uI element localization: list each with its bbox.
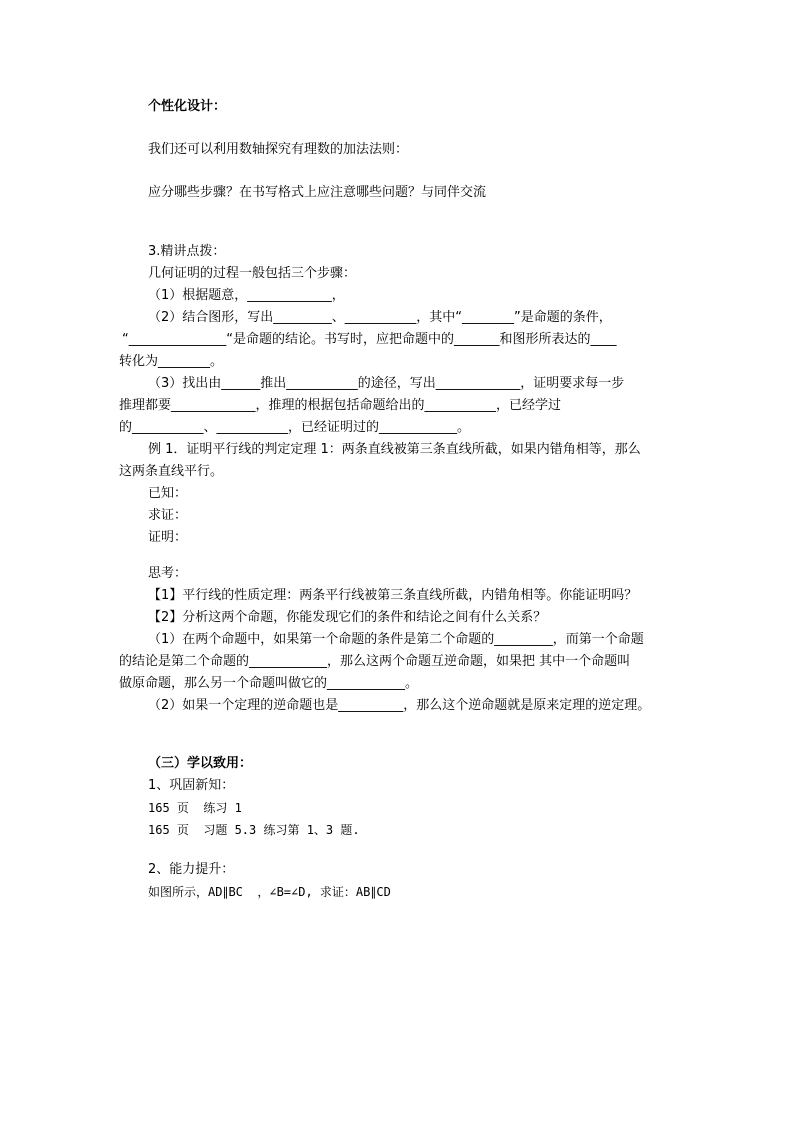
question-2-text: 【2】分析这两个命题，你能发现它们的条件和结论之间有什么关系？	[148, 610, 547, 625]
proof-intro-text: 几何证明的过程一般包括三个步骤：	[148, 266, 357, 281]
steps-question-text: 应分哪些步骤？在书写格式上应注意哪些问题？与同伴交流	[148, 185, 487, 200]
step-2-line-3: 转化为________。	[119, 354, 224, 369]
known-label: 已知：	[148, 486, 188, 501]
think-heading: 思考：	[148, 566, 188, 581]
section-3-heading: 3.精讲点拨：	[148, 244, 226, 259]
question-1-text: 【1】平行线的性质定理：两条平行线被第三条直线所截，内错角相等。你能证明吗？	[148, 588, 638, 603]
figure-problem-text: 如图所示，AD∥BC ，∠B=∠D, 求证：AB∥CD	[148, 885, 391, 899]
example-1-line-1: 例 1．证明平行线的判定定理 1：两条直线被第三条直线所截，如果内错角相等，那么	[148, 442, 641, 457]
step-2-line-2: “_______________“是命题的结论。书写时，应把命题中的_______和图形所表达的____	[122, 332, 617, 347]
question-2-1-line-2: 的结论是第二个命题的____________，那么这两个命题互逆命题，如果把 其中一个命题叫	[119, 654, 631, 669]
step-1-text: （1）根据题意，_____________，	[148, 288, 345, 303]
consolidate-heading: 1、巩固新知：	[148, 778, 235, 793]
exercise-page-165-b: 165 页 习题 5.3 练习第 1、3 题.	[148, 823, 360, 837]
question-2-1-line-3: 做原命题，那么另一个命题叫做它的____________。	[119, 676, 419, 691]
apply-section-heading: （三）学以致用：	[148, 756, 253, 771]
personal-design-heading: 个性化设计：	[148, 99, 227, 114]
prove-label: 求证：	[148, 508, 188, 523]
proof-label: 证明：	[148, 530, 188, 545]
example-1-line-2: 这两条直线平行。	[119, 464, 224, 479]
step-3-line-2: 推理都要_____________，推理的根据包括命题给出的___________，已经学过	[119, 398, 562, 413]
improve-heading: 2、能力提升：	[148, 862, 235, 877]
axis-rule-text: 我们还可以利用数轴探究有理数的加法法则：	[148, 142, 409, 157]
exercise-page-165-a: 165 页 练习 1	[148, 801, 242, 815]
question-2-2-text: （2）如果一个定理的逆命题也是__________，那么这个逆命题就是原来定理的逆定理。	[148, 698, 651, 713]
step-3-line-1: （3）找出由______推出___________的途径，写出_____________，证明要求每一步	[148, 376, 625, 391]
step-3-line-3: 的___________、___________，已经证明过的____________。	[119, 420, 471, 435]
question-2-1-line-1: （1）在两个命题中，如果第一个命题的条件是第二个命题的_________，而第一个命题	[148, 632, 644, 647]
step-2-line-1: （2）结合图形，写出_________、___________，其中“________”是命题的条件，	[148, 310, 612, 325]
